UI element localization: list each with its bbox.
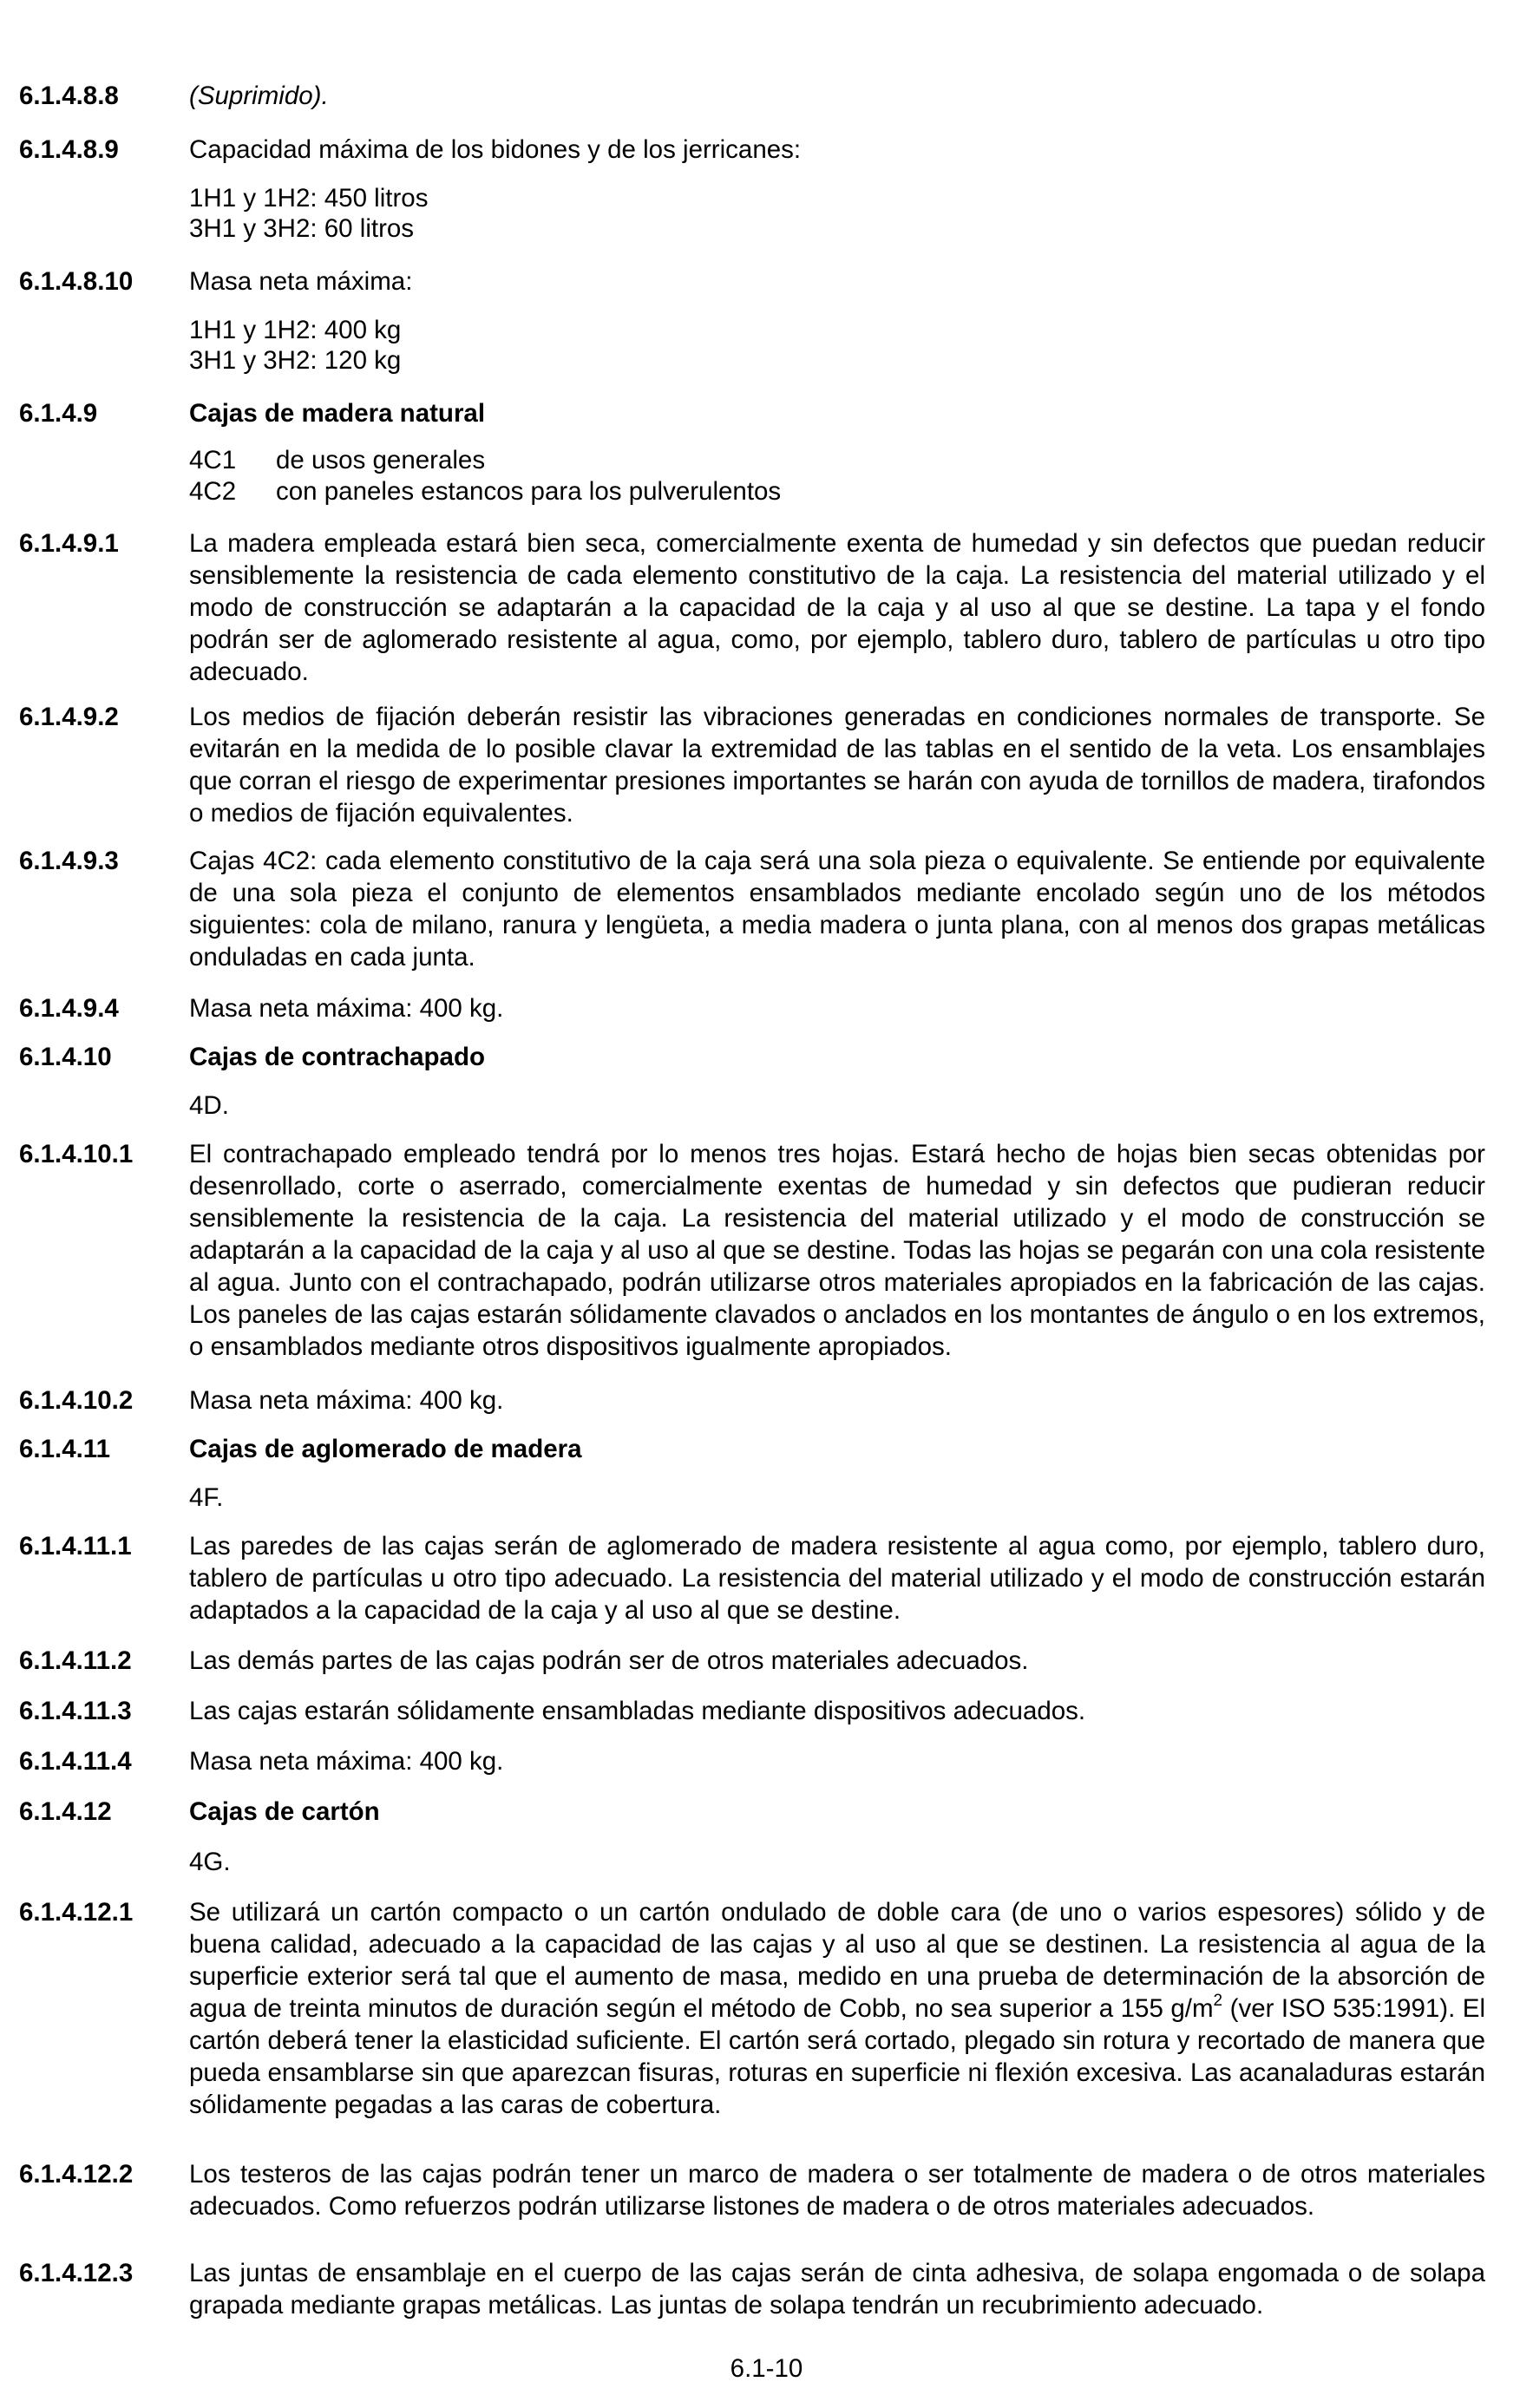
- section-heading: Cajas de madera natural: [189, 399, 486, 428]
- section-text: Los testeros de las cajas podrán tener un marco de madera o ser totalmente de madera o de otros materiales adecuados. Como refuerzos podrán utilizarse listones de madera o de otros materiales adecuados.: [189, 2160, 1485, 2221]
- section-text: (Suprimido).: [189, 82, 329, 110]
- section-number: 6.1.4.9.1: [19, 529, 119, 558]
- section-number: 6.1.4.9: [19, 399, 98, 428]
- section-text: Masa neta máxima: 400 kg.: [189, 1747, 504, 1776]
- section-number: 6.1.4.8.9: [19, 135, 119, 164]
- section-number: 6.1.4.10.1: [19, 1140, 134, 1168]
- box-type-item: [189, 475, 1485, 507]
- mass-line: 1H1 y 1H2: 400 kg: [189, 316, 402, 344]
- page-number: 6.1-10: [730, 2354, 803, 2383]
- section-number: 6.1.4.12.2: [19, 2160, 134, 2189]
- section-text: Las paredes de las cajas serán de aglomerado de madera resistente al agua como, por ejemplo, tablero duro, tablero de partículas u otro tipo adecuado. La resistencia del material utilizado y el modo de construcción estarán adaptados a la capacidad de la caja y al uso al que se destine.: [189, 1532, 1485, 1625]
- section-heading: Cajas de contrachapado: [189, 1043, 485, 1071]
- section-text: Masa neta máxima: 400 kg.: [189, 1386, 504, 1415]
- box-type-code: 4C2: [189, 477, 237, 506]
- section-text: La madera empleada estará bien seca, comercialmente exenta de humedad y sin defectos que puedan reducir sensiblemente la resistencia de cada elemento constitutivo de la caja. La resistencia del material utilizado y el modo de construcción se adaptarán a la capacidad de la caja y al uso al que se destine. La tapa y el fondo podrán ser de aglomerado resistente al agua, como, por ejemplo, tablero duro, tablero de partículas u otro tipo adecuado.: [189, 529, 1485, 686]
- section-number: 6.1.4.11.4: [19, 1747, 132, 1776]
- section-number: 6.1.4.9.2: [19, 703, 119, 731]
- section-text: Masa neta máxima:: [189, 267, 413, 296]
- section-heading: Cajas de aglomerado de madera: [189, 1435, 582, 1463]
- section-text: Cajas 4C2: cada elemento constitutivo de la caja será una sola pieza o equivalente. Se entiende por equivalente de una sola pieza el conjunto de elementos ensamblados mediante encolado según uno de los métodos siguientes: cola de milano, ranura y lengüeta, a media madera o junta plana, con al menos dos grapas metálicas onduladas en cada junta.: [189, 847, 1485, 972]
- section-number: 6.1.4.8.8: [19, 82, 119, 110]
- section-number: 6.1.4.10: [19, 1043, 112, 1071]
- capacity-line: 3H1 y 3H2: 60 litros: [189, 214, 415, 243]
- box-code: 4G.: [189, 1848, 231, 1876]
- section-text-part: Se utilizará un cartón compacto o un cartón ondulado de doble cara (de uno o varios espesores) sólido y de buena calidad, adecuado a la capacidad de las cajas y al uso al que se destinen. La resistencia al agua de la superficie exterior será tal que el aumento de masa, medido en una prueba de determinación de la absorción de agua de treinta minutos de duración según el método de Cobb, no sea superior a 155 g/m: [189, 1898, 1485, 2023]
- box-code: 4F.: [189, 1483, 224, 1512]
- section-number: 6.1.4.8.10: [19, 267, 134, 296]
- box-code: 4D.: [189, 1091, 229, 1120]
- box-type-desc: de usos generales: [276, 446, 486, 474]
- capacity-line: 1H1 y 1H2: 450 litros: [189, 184, 429, 213]
- box-type-code: 4C1: [189, 446, 237, 474]
- box-type-item: [189, 444, 1485, 476]
- section-number: 6.1.4.11.3: [19, 1697, 132, 1725]
- section-number: 6.1.4.12: [19, 1797, 112, 1826]
- section-number: 6.1.4.12.3: [19, 2259, 134, 2287]
- section-text: Las demás partes de las cajas podrán ser de otros materiales adecuados.: [189, 1646, 1029, 1675]
- section-text-part: (ver ISO 535:1991). El cartón deberá tener la elasticidad suficiente. El cartón será cortado, plegado sin rotura y recortado de manera que pueda ensamblarse sin que aparezcan fisuras, roturas en superficie ni flexión excesiva. Las acanaladuras estarán sólidamente pegadas a las caras de cobertura.: [189, 1994, 1485, 2119]
- section-text: [189, 1896, 1485, 2121]
- section-number: 6.1.4.11: [19, 1435, 110, 1463]
- section-number: 6.1.4.12.1: [19, 1898, 134, 1927]
- section-text: Masa neta máxima: 400 kg.: [189, 994, 504, 1023]
- section-text: Capacidad máxima de los bidones y de los jerricanes:: [189, 135, 802, 164]
- section-text: Las cajas estarán sólidamente ensambladas mediante dispositivos adecuados.: [189, 1697, 1086, 1725]
- section-number: 6.1.4.9.4: [19, 994, 119, 1023]
- box-type-desc: con paneles estancos para los pulverulentos: [276, 477, 782, 506]
- section-number: 6.1.4.9.3: [19, 847, 119, 875]
- superscript: 2: [1213, 1992, 1223, 2011]
- section-text: El contrachapado empleado tendrá por lo menos tres hojas. Estará hecho de hojas bien secas obtenidas por desenrollado, corte o aserrado, comercialmente exentas de humedad y sin defectos que pudieran reducir sensiblemente la resistencia de la caja. La resistencia del material utilizado y el modo de construcción se adaptarán a la capacidad de la caja y al uso al que se destine. Todas las hojas se pegarán con una cola resistente al agua. Junto con el contrachapado, podrán utilizarse otros materiales apropiados en la fabricación de las cajas. Los paneles de las cajas estarán sólidamente clavados o anclados en los montantes de ángulo o en los extremos, o ensamblados mediante otros dispositivos igualmente apropiados.: [189, 1140, 1485, 1361]
- section-number: 6.1.4.11.2: [19, 1646, 132, 1675]
- section-text: Los medios de fijación deberán resistir las vibraciones generadas en condiciones normales de transporte. Se evitarán en la medida de lo posible clavar la extremidad de las tablas en el sentido de la veta. Los ensamblajes que corran el riesgo de experimentar presiones importantes se harán con ayuda de tornillos de madera, tirafondos o medios de fijación equivalentes.: [189, 703, 1485, 828]
- section-number: 6.1.4.11.1: [19, 1532, 132, 1561]
- mass-line: 3H1 y 3H2: 120 kg: [189, 346, 402, 375]
- section-number: 6.1.4.10.2: [19, 1386, 134, 1415]
- section-text: Las juntas de ensamblaje en el cuerpo de las cajas serán de cinta adhesiva, de solapa engomada o de solapa grapada mediante grapas metálicas. Las juntas de solapa tendrán un recubrimiento adecuado.: [189, 2259, 1485, 2320]
- section-heading: Cajas de cartón: [189, 1797, 380, 1826]
